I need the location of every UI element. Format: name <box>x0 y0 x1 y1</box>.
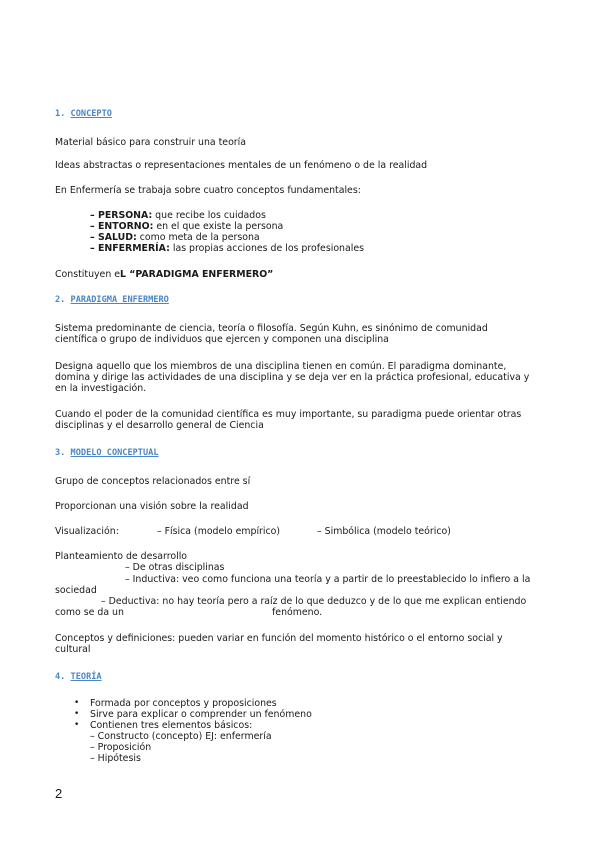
teoria-sub-proposicion: – Proposición <box>90 742 152 753</box>
concept-term: – ENFERMERÍA: <box>90 243 170 254</box>
section-title: TEORÍA <box>70 672 102 682</box>
paradigma-paragraph-2: Designa aquello que los miembros de una disciplina tienen en común. El paradigma dominante, domina y dirige las actividades de una disciplina y se deja ver en la práctica profesional, educativa y en la investigación. <box>55 361 530 394</box>
section-title: PARADIGMA ENFERMERO <box>70 295 169 305</box>
concept-term: – PERSONA: <box>90 210 153 221</box>
visualizacion-label: Visualización: <box>55 526 119 537</box>
planteamiento-otras: – De otras disciplinas <box>125 562 225 573</box>
teoria-sub-hipotesis: – Hipótesis <box>90 753 141 764</box>
section-heading-concepto <box>55 109 112 120</box>
teoria-bullet-3: Contienen tres elementos básicos: <box>90 720 253 731</box>
concept-item-enfermeria <box>90 243 364 254</box>
section-heading-teoria <box>55 672 102 683</box>
planteamiento-inductiva: – Inductiva: veo como funciona una teoría y a partir de lo preestablecido lo infiero a la <box>125 574 531 585</box>
section-number: 1. <box>55 109 66 119</box>
bullet-icon: • <box>74 720 80 730</box>
bullet-icon: • <box>74 709 80 719</box>
concept-desc: las propias acciones de los profesionales <box>169 243 364 254</box>
concept-item-entorno <box>90 221 283 232</box>
paradigma-paragraph-1: Sistema predominante de ciencia, teoría o filosofía. Según Kuhn, es sinónimo de comunidad científica o grupo de individuos que ejercen y componen una disciplina <box>55 323 488 345</box>
concept-term: – ENTORNO: <box>90 221 154 232</box>
deductiva-cont-text: como se da un <box>55 607 124 618</box>
section-title: MODELO CONCEPTUAL <box>70 448 159 458</box>
modelo-paragraph-2: Proporcionan una visión sobre la realidad <box>55 501 249 512</box>
teoria-bullet-2: Sirve para explicar o comprender un fenómeno <box>90 709 312 720</box>
conclusion-emphasis: L “PARADIGMA ENFERMERO” <box>120 269 274 280</box>
section-heading-paradigma <box>55 295 169 306</box>
planteamiento-inductiva-cont: sociedad <box>55 585 97 596</box>
concepto-paragraph-2: Ideas abstractas o representaciones mentales de un fenómeno o de la realidad <box>55 160 428 171</box>
planteamiento-deductiva-cont <box>55 607 124 618</box>
section-number: 3. <box>55 448 66 458</box>
section-heading-modelo <box>55 448 159 459</box>
concepto-conclusion <box>55 269 273 280</box>
bullet-icon: • <box>74 698 80 708</box>
modelo-paragraph-1: Grupo de conceptos relacionados entre sí <box>55 476 251 487</box>
teoria-sub-constructo: – Constructo (concepto) EJ: enfermería <box>90 731 272 742</box>
concept-desc: como meta de la persona <box>136 232 260 243</box>
section-number: 2. <box>55 295 66 305</box>
visualizacion-simbolica: – Simbólica (modelo teórico) <box>317 526 451 537</box>
concept-desc: que recibe los cuidados <box>152 210 266 221</box>
concept-item-salud <box>90 232 260 243</box>
concept-term: – SALUD: <box>90 232 137 243</box>
teoria-bullet-1: Formada por conceptos y proposiciones <box>90 698 277 709</box>
planteamiento-label: Planteamiento de desarrollo <box>55 551 188 562</box>
concepto-paragraph-1: Material básico para construir una teoría <box>55 137 247 148</box>
planteamiento-deductiva: – Deductiva: no hay teoría pero a raíz de lo que deduzco y de lo que me explican entiendo <box>101 596 527 607</box>
paradigma-paragraph-3: Cuando el poder de la comunidad científica es muy importante, su paradigma puede orientar otras disciplinas y el desarrollo general de Ciencia <box>55 409 522 431</box>
concept-desc: en el que existe la persona <box>153 221 284 232</box>
section-number: 4. <box>55 672 66 682</box>
concept-item-persona <box>90 210 266 221</box>
section-title: CONCEPTO <box>70 109 112 119</box>
conclusion-text: Constituyen e <box>55 269 121 280</box>
planteamiento-deductiva-end: fenómeno. <box>272 607 323 618</box>
concepto-paragraph-3: En Enfermería se trabaja sobre cuatro conceptos fundamentales: <box>55 185 361 196</box>
page-number: 2 <box>55 786 63 801</box>
visualizacion-fisica: – Física (modelo empírico) <box>157 526 281 537</box>
modelo-paragraph-3: Conceptos y definiciones: pueden variar en función del momento histórico o el entorno social y cultural <box>55 633 503 655</box>
